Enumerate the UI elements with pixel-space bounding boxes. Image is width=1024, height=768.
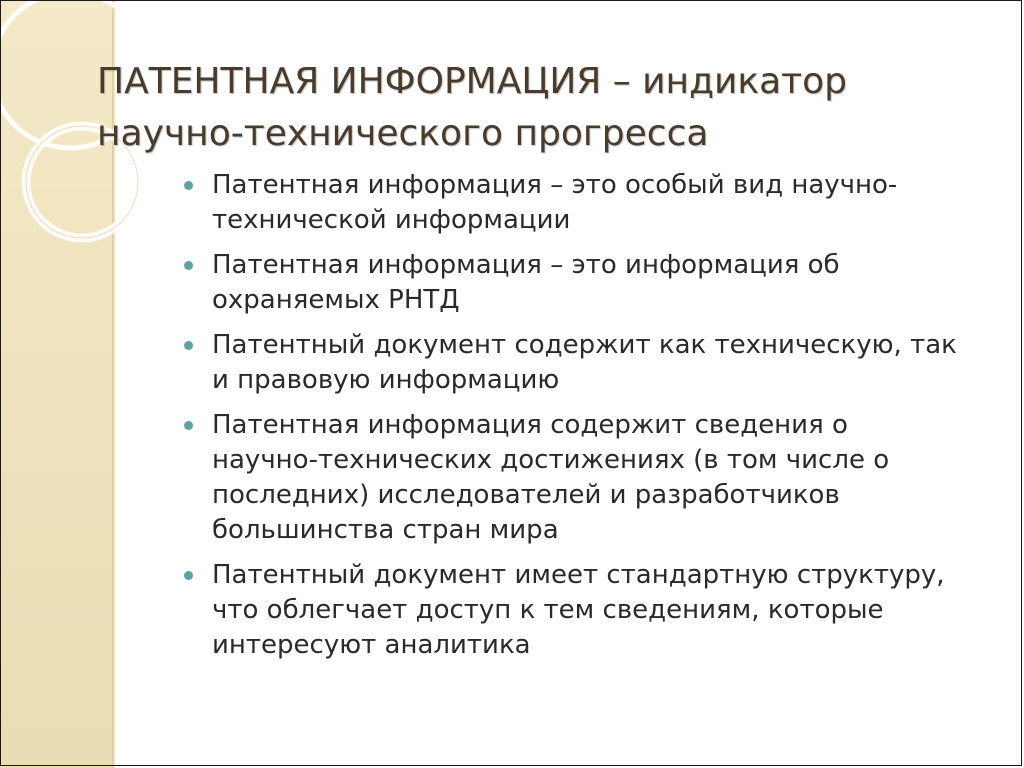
bullet-dot-icon [184,261,193,270]
bullet-line: технической информации [212,205,571,235]
bullet-line: Патентная информация – это особый вид научно- [212,170,898,200]
bullet-dot-icon [184,181,193,190]
bullet-line: Патентная информация – это информация об [212,250,840,280]
bullet-line: Патентный документ имеет стандартную структуру, [212,560,945,590]
title-line-2: научно-технического прогресса [97,113,709,154]
bullet-item [184,328,994,398]
bullet-list [184,168,994,673]
bullet-dot-icon [184,421,193,430]
bullet-line: и правовую информацию [212,365,560,395]
bullet-line: интересуют аналитика [212,630,531,660]
bullet-line: Патентная информация содержит сведения о [212,410,848,440]
bullet-line: большинства стран мира [212,515,559,545]
bullet-line: Патентный документ содержит как техническую, так [212,330,957,360]
bullet-item [184,248,994,318]
slide-title [97,56,977,160]
bullet-line: последних) исследователей и разработчиков [212,480,840,510]
bullet-item [184,558,994,663]
title-line-1: ПАТЕНТНАЯ ИНФОРМАЦИЯ – индикатор [97,61,848,102]
bullet-dot-icon [184,341,193,350]
bullet-line: охраняемых РНТД [212,285,460,315]
bullet-dot-icon [184,571,193,580]
bullet-line: научно-технических достижениях (в том числе о [212,445,890,475]
bullet-item [184,168,994,238]
bullet-line: что облегчает доступ к тем сведениям, которые [212,595,884,625]
bullet-item [184,408,994,548]
